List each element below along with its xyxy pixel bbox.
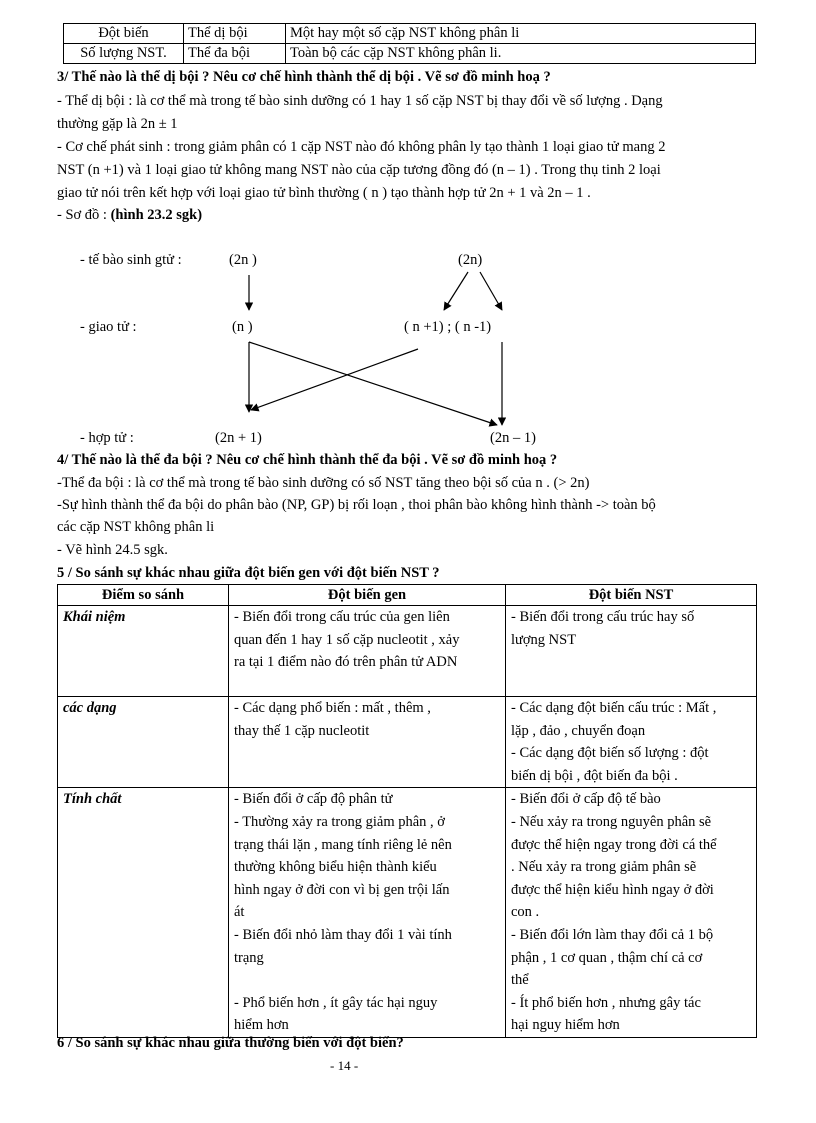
- cell-line: ra tại 1 điểm nào đó trên phân tử ADN: [234, 654, 458, 671]
- cell-line: . Nếu xảy ra trong giảm phân sẽ: [511, 859, 697, 876]
- cell-line: con .: [511, 904, 540, 921]
- diagram-label: - Sơ đồ :: [57, 207, 111, 223]
- table-header-row: [58, 585, 757, 606]
- q4-definition-line: -Thể đa bội : là cơ thể mà trong tế bào sinh dưỡng có số NST tăng theo bội số của n . (> 2n): [57, 475, 590, 491]
- cell-line: - Thường xảy ra trong giảm phân , ở: [234, 813, 445, 830]
- cell-line: được thể hiện ngay trong đời cá thể: [511, 836, 717, 853]
- nst-cell: [506, 697, 757, 788]
- cell-line: - Ít phổ biến hơn , nhưng gây tác: [511, 994, 701, 1011]
- cell-line: lặp , đảo , chuyển đoạn: [511, 722, 646, 739]
- q3-mechanism-line: giao tử nói trên kết hợp với loại giao tử bình thường ( n ) tạo thành hợp tử 2n + 1 và 2n – 1 .: [57, 185, 591, 201]
- diagram-gamete-left: (n ): [232, 319, 253, 335]
- diagram-reference: (hình 23.2 sgk): [110, 207, 203, 223]
- table-cell: Đột biến: [64, 24, 184, 44]
- gene-cell: [229, 697, 506, 788]
- cell-line: phận , 1 cơ quan , thậm chí cả cơ: [511, 949, 703, 966]
- row-label: Khái niệm: [58, 606, 229, 697]
- q3-mechanism-line: - Cơ chế phát sinh : trong giảm phân có 1 cặp NST nào đó không phân ly tạo thành 1 loại giao tử mang 2: [57, 139, 666, 155]
- table-cell: Một hay một số cặp NST không phân li: [286, 24, 756, 44]
- cell-line: thể: [511, 972, 529, 989]
- table-cell: Toàn bộ các cặp NST không phân li.: [286, 44, 756, 64]
- cell-line: lượng NST: [511, 631, 577, 648]
- arrow-parent-to-gamete: [480, 272, 502, 310]
- cell-line: thường không biểu hiện thành kiểu: [234, 859, 437, 876]
- cell-line: - Nếu xảy ra trong nguyên phân sẽ: [511, 813, 712, 830]
- diagram-row-label-gamete: - giao tử :: [80, 319, 137, 335]
- q3-definition-line: - Thể dị bội : là cơ thể mà trong tế bào sinh dưỡng có 1 hay 1 số cặp NST bị thay đổi về số lượng . Dạng: [57, 93, 663, 109]
- table-cell: Số lượng NST.: [64, 44, 184, 64]
- cell-line: biến dị bội , đột biến đa bội .: [511, 767, 678, 784]
- diagram-gamete-right: ( n +1) ; ( n -1): [404, 319, 492, 335]
- comparison-table: [57, 584, 757, 1038]
- cell-line: hại nguy hiểm hơn: [511, 1017, 620, 1034]
- diagram-zygote-left: (2n + 1): [215, 430, 262, 446]
- q3-heading: 3/ Thế nào là thể dị bội ? Nêu cơ chế hình thành thể dị bội . Vẽ sơ đồ minh hoạ ?: [57, 69, 551, 85]
- table-cell: Thể đa bội: [184, 44, 286, 64]
- table-cell: Thể dị bội: [184, 24, 286, 44]
- column-header: Đột biến NST: [506, 585, 757, 606]
- cell-line: - Các dạng phổ biến : mất , thêm ,: [234, 700, 431, 716]
- q4-draw-line: - Vẽ hình 24.5 sgk.: [57, 542, 168, 558]
- cell-line: - Biến đổi ở cấp độ phân tử: [234, 791, 393, 808]
- cell-line: hiểm hơn: [234, 1017, 289, 1034]
- row-label: các dạng: [58, 697, 229, 788]
- q6-heading: 6 / So sánh sự khác nhau giữa thường biến với đột biến?: [57, 1035, 404, 1051]
- cell-line: hình ngay ở đời con vì bị gen trội lấn: [234, 881, 450, 898]
- cell-spacer: [234, 969, 500, 992]
- cell-line: - Các dạng đột biến số lượng : đột: [511, 745, 709, 762]
- gene-cell: [229, 606, 506, 697]
- diagram-parent-right: (2n): [458, 252, 483, 268]
- diagram-row-label-somatic: - tế bào sinh gtử :: [80, 252, 182, 268]
- arrow-gamete-to-zygote: [251, 349, 418, 410]
- table-row: [58, 788, 757, 1038]
- q4-mechanism-line: -Sự hình thành thể đa bội do phân bào (NP, GP) bị rối loạn , thoi phân bào không hình thành -> toàn bộ: [57, 497, 656, 513]
- q3-definition-line: thường gặp là 2n ± 1: [57, 116, 178, 132]
- row-label: Tính chất: [58, 788, 229, 1038]
- cell-line: - Biến đổi lớn làm thay đổi cả 1 bộ: [511, 926, 714, 943]
- q4-heading: 4/ Thế nào là thể đa bội ? Nêu cơ chế hình thành thể đa bội . Vẽ sơ đồ minh hoạ ?: [57, 452, 558, 468]
- table-row: [58, 606, 757, 697]
- arrow-gamete-to-zygote: [249, 342, 497, 425]
- nst-cell: [506, 606, 757, 697]
- cell-line: át: [234, 904, 245, 921]
- column-header: Đột biến gen: [229, 585, 506, 606]
- nst-cell: [506, 788, 757, 1038]
- cell-line: - Biến đổi trong cấu trúc của gen liên: [234, 609, 450, 625]
- cell-line: - Biến đổi ở cấp độ tế bào: [511, 791, 661, 808]
- q3-mechanism-line: NST (n +1) và 1 loại giao tử không mang NST nào của cặp tương đồng đó (n – 1) . Trong thụ tinh 2 loại: [57, 162, 661, 178]
- cell-line: thay thế 1 cặp nucleotit: [234, 722, 370, 739]
- diagram-zygote-right: (2n – 1): [490, 430, 536, 446]
- column-header: Điểm so sánh: [58, 585, 229, 606]
- cell-line: - Biến đổi nhỏ làm thay đổi 1 vài tính: [234, 926, 452, 943]
- diagram-parent-left: (2n ): [229, 252, 257, 268]
- diagram-row-label-zygote: - hợp tử :: [80, 430, 134, 446]
- table-row: [58, 697, 757, 788]
- cell-line: - Phổ biến hơn , ít gây tác hại nguy: [234, 994, 438, 1011]
- arrow-parent-to-gamete: [444, 272, 468, 310]
- diagram-arrows: [0, 0, 816, 460]
- q5-heading: 5 / So sánh sự khác nhau giữa đột biến gen với đột biến NST ?: [57, 565, 440, 581]
- cell-line: - Các dạng đột biến cấu trúc : Mất ,: [511, 700, 717, 716]
- cell-line: trạng: [234, 949, 264, 966]
- cell-line: được thể hiện kiểu hình ngay ở đời: [511, 881, 714, 898]
- q4-mechanism-line: các cặp NST không phân li: [57, 519, 215, 535]
- page-number: - 14 -: [330, 1058, 359, 1073]
- cell-line: quan đến 1 hay 1 số cặp nucleotit , xảy: [234, 631, 460, 648]
- cell-line: trạng thái lặn , mang tính riêng lẻ nên: [234, 836, 452, 853]
- cell-line: - Biến đổi trong cấu trúc hay số: [511, 609, 695, 625]
- gene-cell: [229, 788, 506, 1038]
